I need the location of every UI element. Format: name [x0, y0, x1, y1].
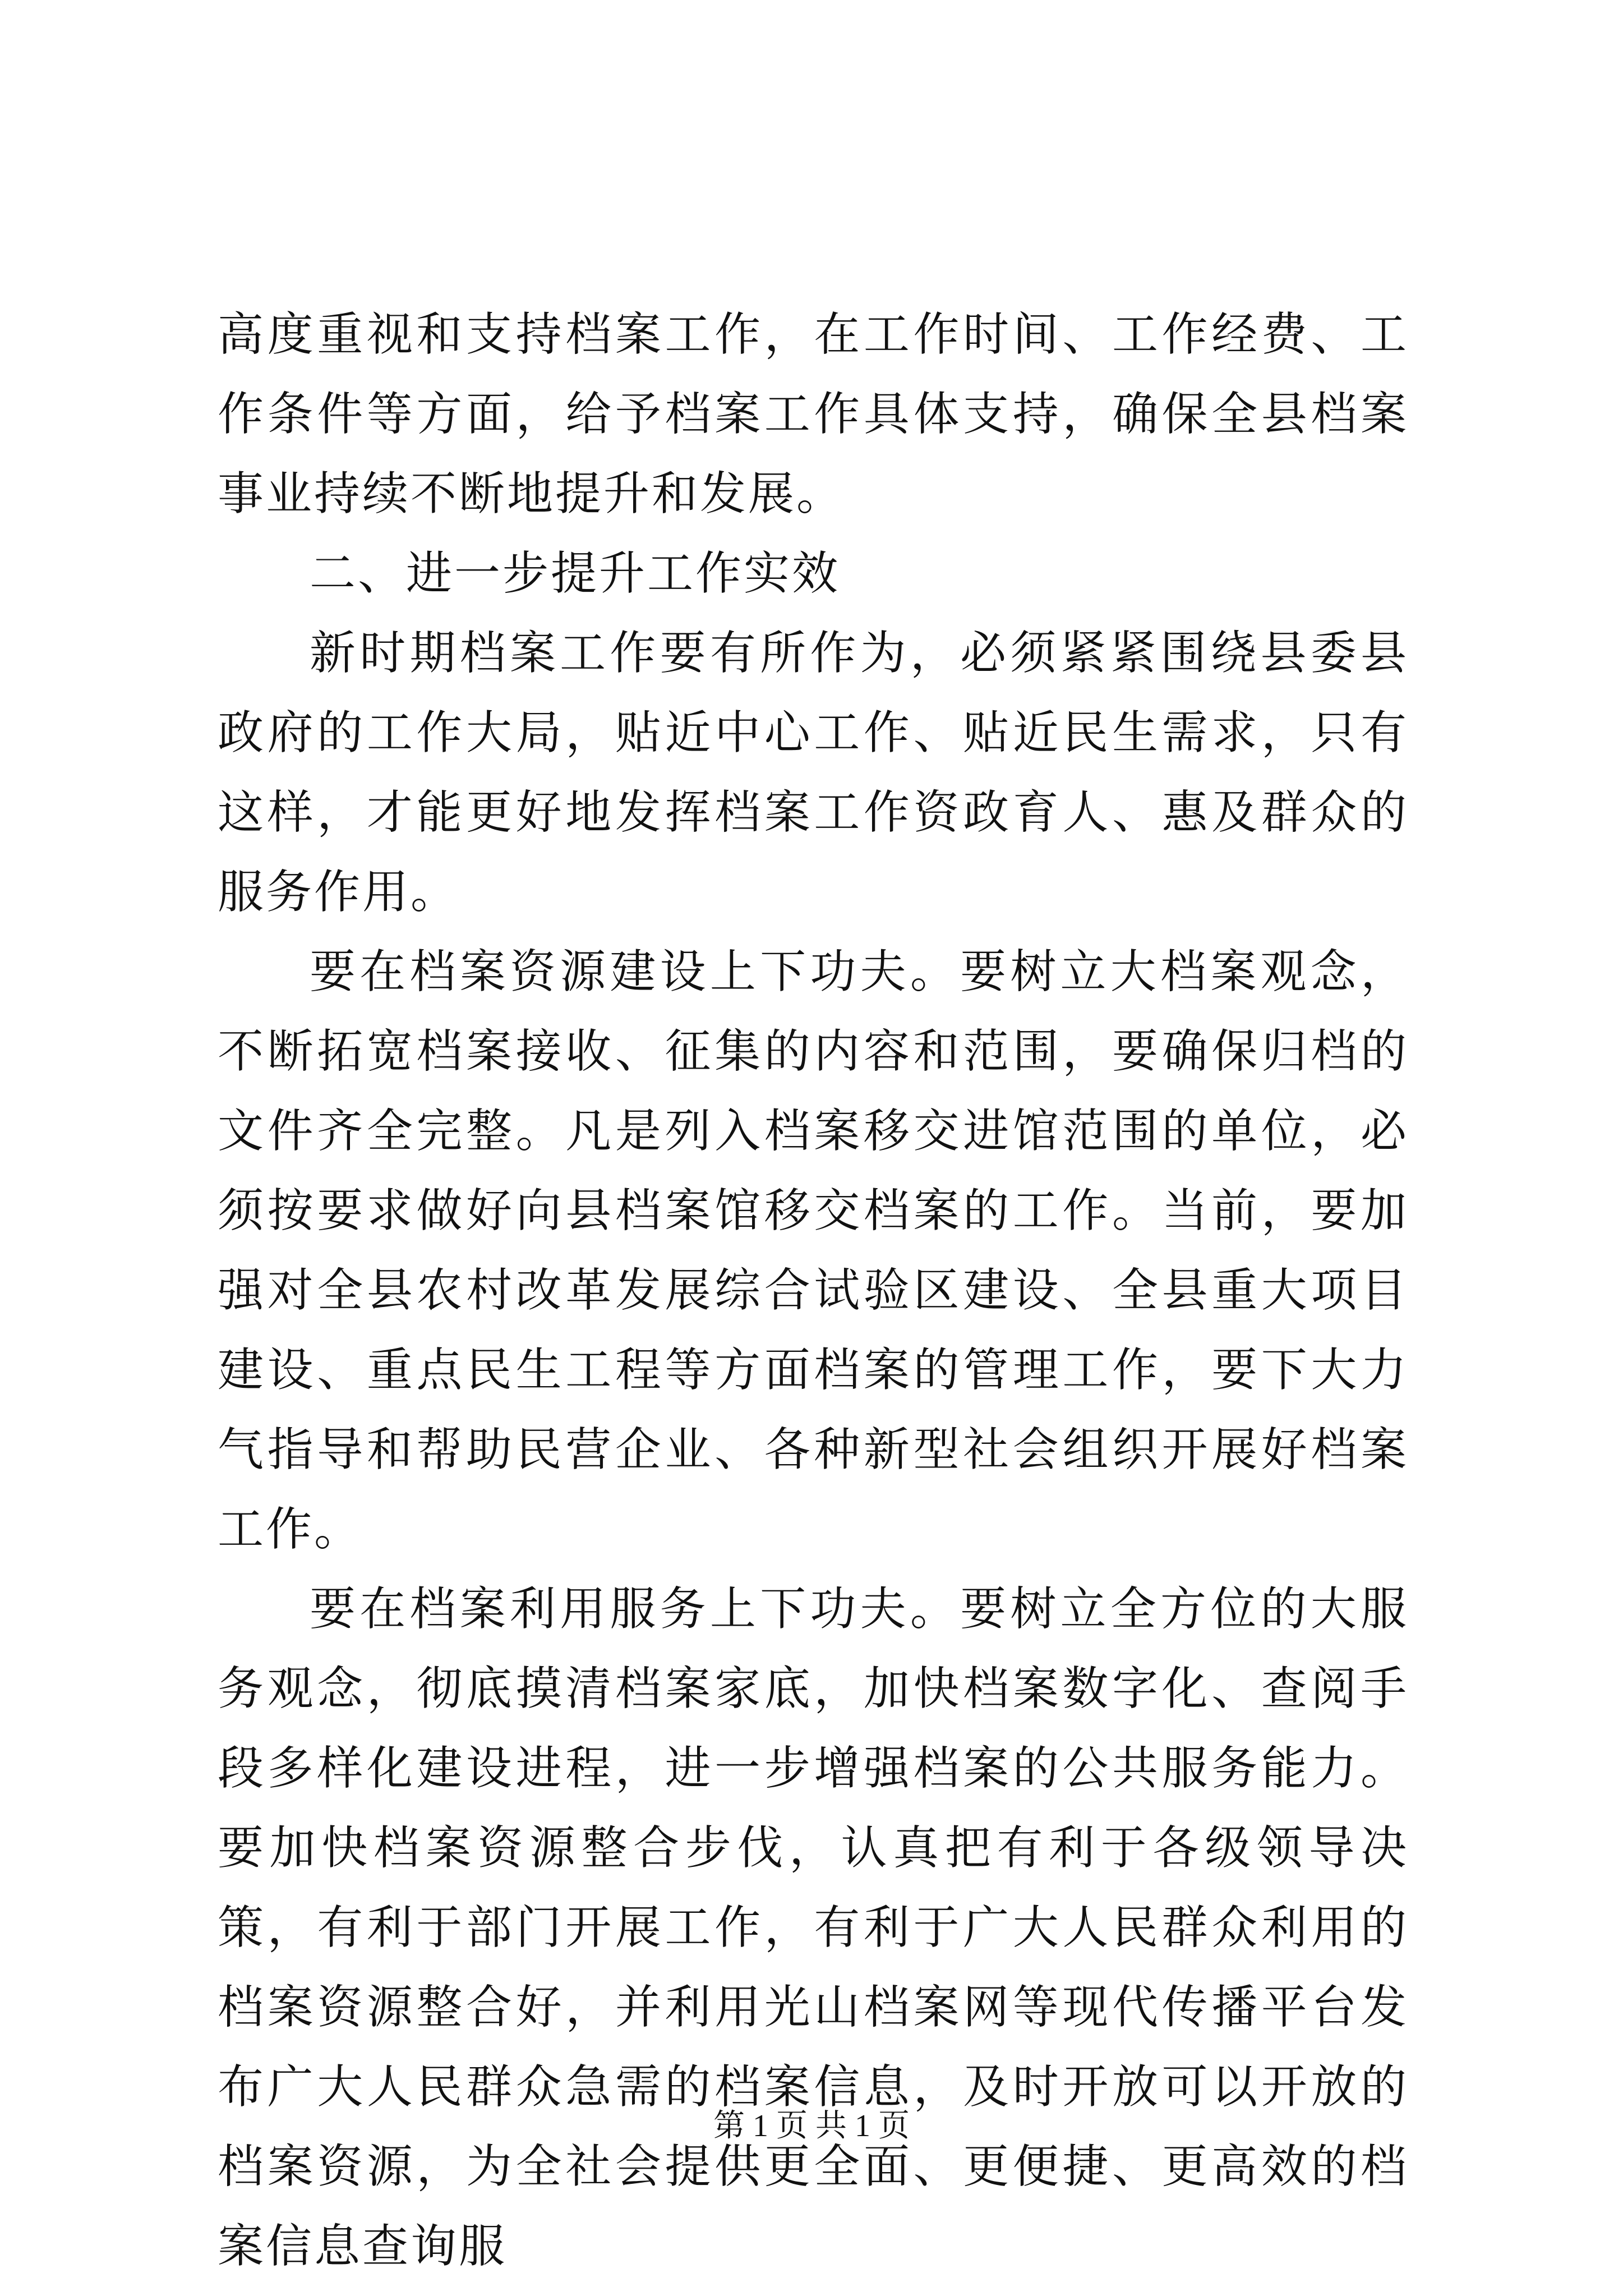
- paragraph-work-focus: 新时期档案工作要有所作为，必须紧紧围绕县委县政府的工作大局，贴近中心工作、贴近民生需求，只有这样，才能更好地发挥档案工作资政育人、惠及群众的服务作用。: [218, 627, 1409, 919]
- document-body: [218, 295, 1409, 2286]
- paragraph-utilization-service: 要在档案利用服务上下功夫。要树立全方位的大服务观念，彻底摸清档案家底，加快档案数字化、查阅手段多样化建设进程，进一步增强档案的公共服务能力。要加快档案资源整合步伐，认真把有利于各级领导决策，有利于部门开展工作，有利于广大人民群众利用的档案资源整合好，并利用光山档案网等现代传播平台发布广大人民群众急需的档案信息，及时开放可以开放的档案资源，为全社会提供更全面、更便捷、更高效的档案信息查询服: [218, 1582, 1409, 2273]
- section-heading: 二、进一步提升工作实效: [310, 547, 841, 600]
- paragraph-resource-building: 要在档案资源建设上下功夫。要树立大档案观念，不断拓宽档案接收、征集的内容和范围，要确保归档的文件齐全完整。凡是列入档案移交进馆范围的单位，必须按要求做好向县档案馆移交档案的工作。当前，要加强对全县农村改革发展综合试验区建设、全县重大项目建设、重点民生工程等方面档案的管理工作，要下大力气指导和帮助民营企业、各种新型社会组织开展好档案工作。: [218, 945, 1409, 1556]
- page-footer: 第 1 页 共 1 页: [713, 2109, 910, 2143]
- paragraph-continuation: 高度重视和支持档案工作，在工作时间、工作经费、工作条件等方面，给予档案工作具体支持，确保全县档案事业持续不断地提升和发展。: [218, 308, 1409, 521]
